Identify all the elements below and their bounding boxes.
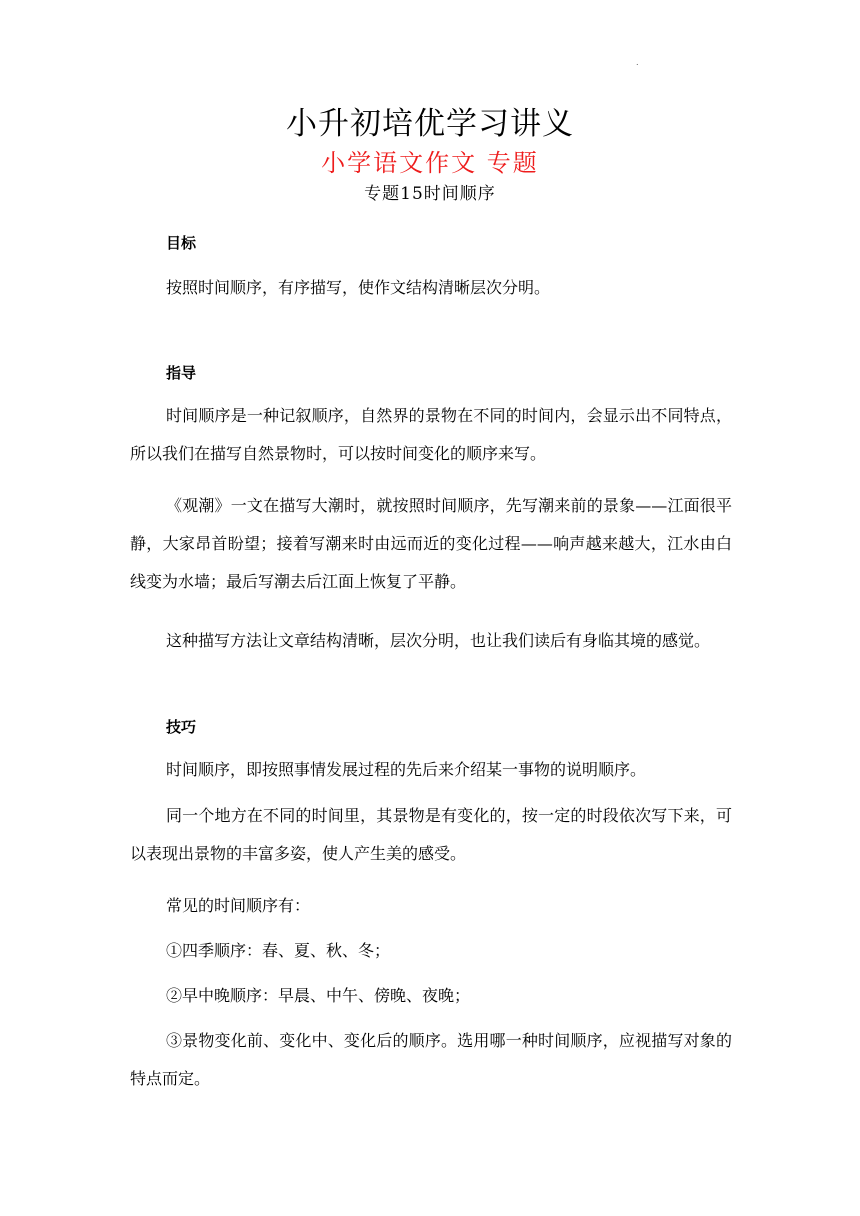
skills-list-item: ②早中晚顺序：早晨、中午、傍晚、夜晚； <box>166 986 471 1005</box>
skills-paragraph: 同一个地方在不同的时间里，其景物是有变化的，按一定的时段依次写下来，可以表现出景物的丰富多姿，使人产生美的感受。 <box>130 806 732 863</box>
skills-list-item: ③景物变化前、变化中、变化后的顺序。选用哪一种时间顺序，应视描写对象的特点而定。 <box>130 1031 732 1088</box>
guidance-paragraph: 时间顺序是一种记叙顺序，自然界的景物在不同的时间内，会显示出不同特点，所以我们在描写自然景物时，可以按时间变化的顺序来写。 <box>130 406 732 463</box>
topic-title: 专题15时间顺序 <box>364 184 496 204</box>
page-subtitle: 小学语文作文 专题 <box>321 149 539 177</box>
guidance-paragraph: 这种描写方法让文章结构清晰，层次分明，也让我们读后有身临其境的感觉。 <box>166 631 711 650</box>
page-dot-mark: . <box>636 58 639 67</box>
guidance-paragraph: 《观潮》一文在描写大潮时，就按照时间顺序，先写潮来前的景象——江面很平静，大家昂首盼望；接着写潮来时由远而近的变化过程——响声越来越大，江水由白线变为水墙；最后写潮去后江面上恢复了平静。 <box>130 496 732 591</box>
section-heading-guidance: 指导 <box>166 364 197 382</box>
skills-list-item: ①四季顺序：春、夏、秋、冬； <box>166 941 391 960</box>
goal-paragraph: 按照时间顺序，有序描写，使作文结构清晰层次分明。 <box>166 278 551 297</box>
section-heading-goal: 目标 <box>166 234 197 252</box>
skills-paragraph: 时间顺序，即按照事情发展过程的先后来介绍某一事物的说明顺序。 <box>166 760 647 779</box>
page-title: 小升初培优学习讲义 <box>286 106 574 142</box>
skills-paragraph: 常见的时间顺序有： <box>166 896 311 915</box>
section-heading-skills: 技巧 <box>166 718 197 736</box>
